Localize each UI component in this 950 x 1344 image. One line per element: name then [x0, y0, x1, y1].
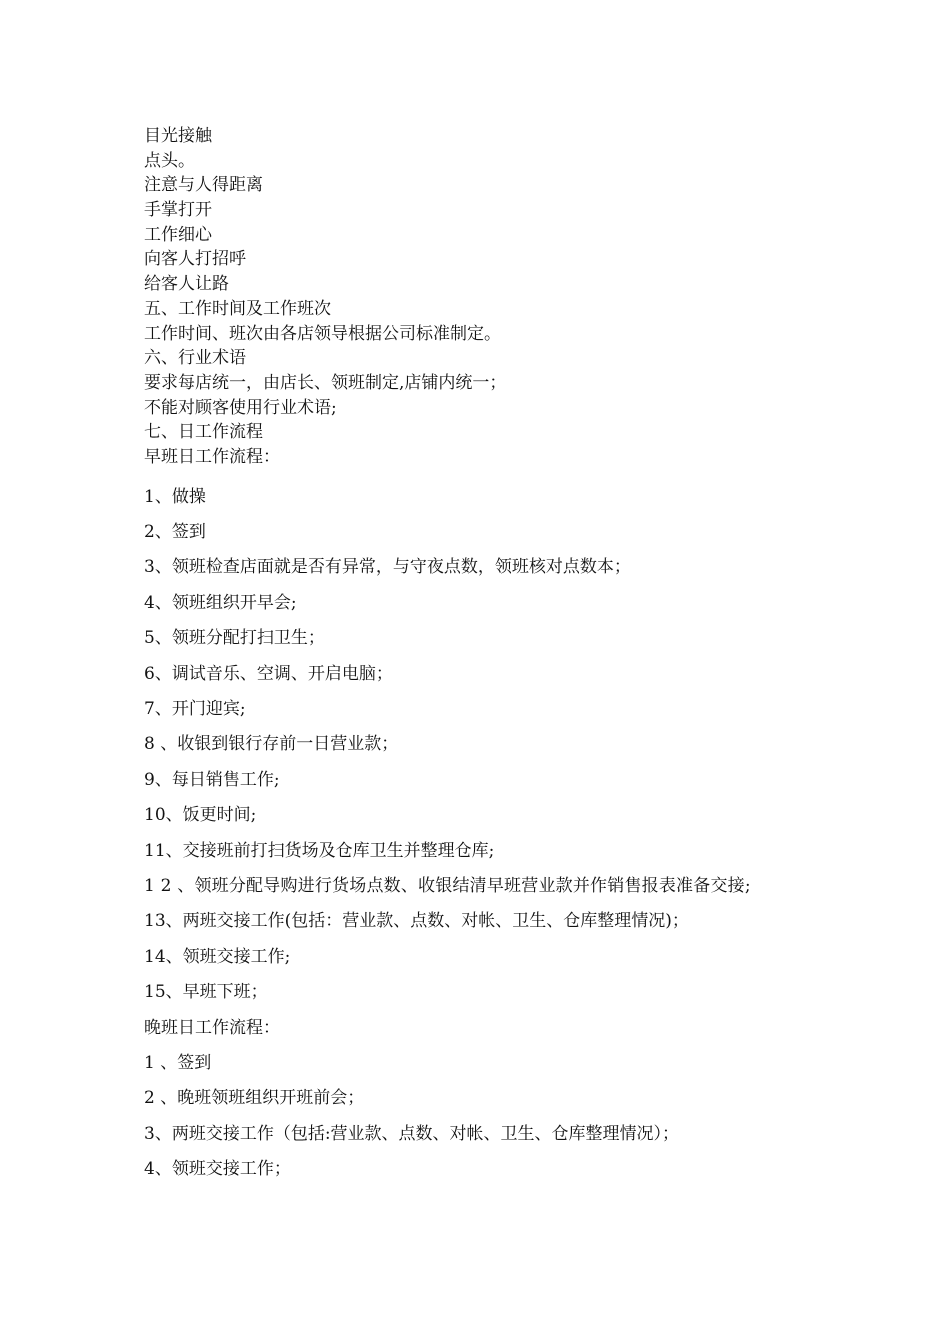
text-line: 要求每店统一，由店长、领班制定,店铺内统一； [144, 372, 507, 393]
text-line: 目光接触 [144, 126, 212, 146]
section-heading: 六、行业术语 [144, 348, 246, 369]
intro-section [144, 124, 824, 470]
text-line: 不能对顾客使用行业术语; [144, 397, 337, 418]
document-body [144, 124, 824, 1187]
list-item: 14、领班交接工作; [144, 946, 291, 967]
text-line: 点头。 [144, 150, 195, 171]
list-item: 1 2 、领班分配导购进行货场点数、收银结清早班营业款并作销售报表准备交接; [144, 875, 751, 896]
list-item: 10、饭更时间; [144, 805, 257, 826]
text-line: 手掌打开 [144, 200, 212, 221]
subsection-heading: 晚班日工作流程： [144, 1017, 280, 1038]
text-line: 工作时间、班次由各店领导根据公司标准制定。 [144, 323, 501, 344]
list-item: 1 、签到 [144, 1052, 212, 1073]
list-item: 8 、收银到银行存前一日营业款； [144, 734, 399, 755]
list-item: 3、两班交接工作（包括:营业款、点数、对帐、卫生、仓库整理情况）； [144, 1123, 680, 1144]
list-item: 3、领班检查店面就是否有异常，与守夜点数，领班核对点数本； [144, 557, 631, 578]
list-item: 2、签到 [144, 522, 206, 543]
text-line: 注意与人得距离 [144, 175, 263, 196]
list-item: 1、做操 [144, 486, 206, 507]
section-heading: 七、日工作流程 [144, 422, 263, 443]
list-item: 5、领班分配打扫卫生； [144, 628, 325, 649]
subsection-heading: 早班日工作流程： [144, 446, 280, 467]
list-item: 15、早班下班； [144, 982, 268, 1003]
list-item: 4、领班组织开早会; [144, 592, 297, 613]
section-heading: 五、工作时间及工作班次 [144, 298, 331, 319]
list-item: 9、每日销售工作; [144, 769, 280, 790]
text-line: 工作细心 [144, 224, 212, 245]
list-item: 13、两班交接工作(包括：营业款、点数、对帐、卫生、仓库整理情况)； [144, 911, 689, 932]
list-item: 7、开门迎宾; [144, 698, 246, 719]
list-item: 2 、晚班领班组织开班前会； [144, 1088, 365, 1109]
text-line: 给客人让路 [144, 274, 229, 295]
list-item: 6、调试音乐、空调、开启电脑； [144, 663, 393, 684]
list-item: 4、领班交接工作； [144, 1159, 291, 1180]
morning-steps-list [144, 480, 824, 1188]
text-line: 向客人打招呼 [144, 249, 246, 270]
list-item: 11、交接班前打扫货场及仓库卫生并整理仓库; [144, 840, 495, 861]
